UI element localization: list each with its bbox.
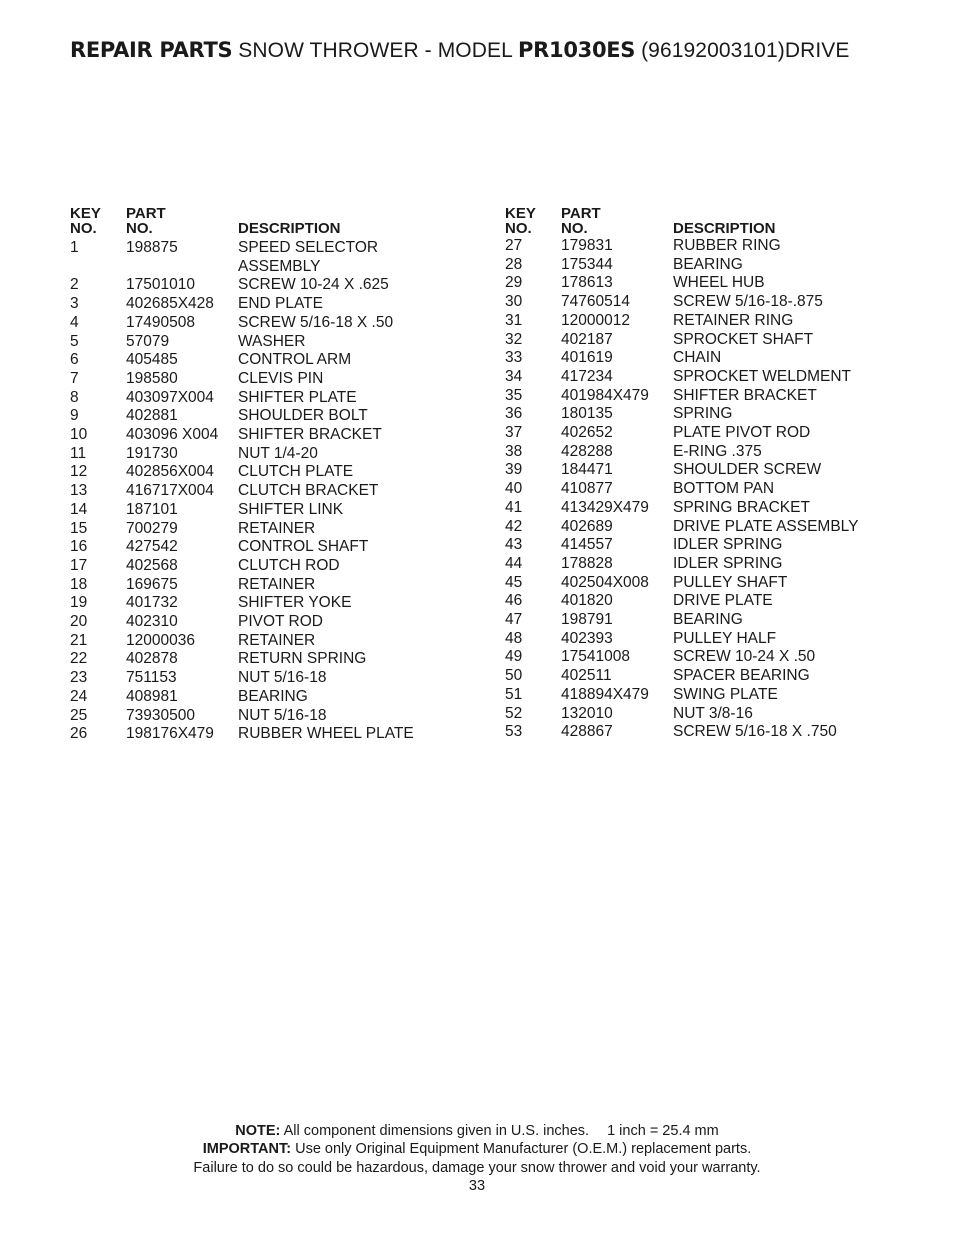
key-no-cell: 28 — [505, 255, 523, 273]
key-no-cell: 43 — [505, 536, 523, 554]
key-no-cell: 17 — [70, 556, 88, 574]
description-cell: NUT 5/16-18 — [238, 706, 327, 724]
part-no-header — [126, 206, 216, 236]
table-row — [70, 725, 438, 744]
description-cell: SPRING BRACKET — [673, 498, 810, 516]
table-row — [70, 351, 438, 370]
description-cell: NUT 3/8-16 — [673, 704, 753, 722]
table-row — [70, 594, 438, 613]
description-cell: SCREW 10-24 X .625 — [238, 276, 389, 294]
key-no-cell: 14 — [70, 500, 88, 518]
part-no-cell: 184471 — [561, 461, 613, 479]
description-cell: WASHER — [238, 332, 306, 350]
part-no-cell: 187101 — [126, 500, 178, 518]
important-text: Use only Original Equipment Manufacturer (O.E.M.) replacement parts. — [295, 1141, 752, 1158]
part-no-cell: 73930500 — [126, 706, 195, 724]
table-row — [505, 686, 913, 705]
description-cell: RETURN SPRING — [238, 650, 367, 668]
part-no-cell: 401984X479 — [561, 386, 649, 404]
part-no-cell: 17501010 — [126, 276, 195, 294]
parts-table-right — [505, 205, 913, 742]
table-row — [505, 518, 913, 537]
table-row — [70, 463, 438, 482]
description-cell: SPEED SELECTOR ASSEMBLY — [238, 239, 379, 275]
description-cell: RUBBER WHEEL PLATE — [238, 725, 414, 743]
part-no-cell: 17541008 — [561, 648, 630, 666]
part-no-cell: 401732 — [126, 594, 178, 612]
key-no-cell: 21 — [70, 631, 88, 649]
key-header-line2: NO. — [70, 220, 97, 237]
important-line — [0, 1140, 954, 1158]
key-no-cell: 46 — [505, 592, 523, 610]
table-row — [70, 669, 438, 688]
description-cell: RUBBER RING — [673, 237, 781, 254]
table-row — [70, 538, 438, 557]
key-no-cell: 35 — [505, 386, 523, 404]
table-row — [70, 650, 438, 669]
part-header-line1: PART — [561, 205, 601, 222]
part-no-cell: 402393 — [561, 629, 613, 647]
description-cell: CLEVIS PIN — [238, 369, 324, 387]
key-no-cell: 25 — [70, 706, 88, 724]
key-no-cell: 2 — [70, 276, 79, 294]
key-no-cell: 9 — [70, 407, 79, 425]
key-no-cell: 53 — [505, 723, 523, 741]
description-cell: RETAINER — [238, 519, 316, 537]
key-no-cell: 38 — [505, 442, 523, 460]
table-row — [505, 723, 913, 742]
description-cell: SPROCKET WELDMENT — [673, 367, 851, 385]
description-cell: DRIVE PLATE — [673, 592, 773, 610]
description-cell: PULLEY SHAFT — [673, 573, 788, 591]
page-number: 33 — [468, 1177, 486, 1194]
table-row — [70, 426, 438, 445]
part-no-cell: 700279 — [126, 519, 178, 537]
description-cell: SPACER BEARING — [673, 667, 810, 685]
description-cell: SCREW 10-24 X .50 — [673, 648, 816, 666]
part-no-cell: 179831 — [561, 237, 613, 254]
table-row — [505, 536, 913, 555]
description-cell: SHOULDER SCREW — [673, 461, 822, 479]
key-no-cell: 1 — [70, 239, 79, 256]
note-line — [0, 1122, 954, 1140]
note-text: All component dimensions given in U.S. inches. — [283, 1123, 590, 1139]
table-row — [505, 237, 913, 256]
table-row — [505, 611, 913, 630]
part-no-cell: 401619 — [561, 349, 613, 367]
description-cell: CONTROL ARM — [238, 351, 352, 369]
key-no-cell: 11 — [70, 444, 87, 462]
table-row — [505, 592, 913, 611]
description-cell: SPROCKET SHAFT — [673, 330, 814, 348]
key-no-cell: 3 — [70, 295, 79, 313]
description-cell: SHIFTER BRACKET — [238, 426, 382, 444]
table-row — [70, 370, 438, 389]
table-row — [70, 389, 438, 408]
table-row — [70, 407, 438, 426]
part-header-line2: NO. — [561, 220, 588, 237]
key-no-cell: 40 — [505, 480, 523, 498]
conversion-text: 1 inch = 25.4 mm — [607, 1123, 719, 1139]
part-no-cell: 191730 — [126, 444, 178, 462]
description-cell: CLUTCH ROD — [238, 556, 340, 574]
table-header — [505, 205, 913, 237]
table-row — [70, 276, 438, 295]
table-row — [70, 314, 438, 333]
key-no-cell: 50 — [505, 667, 523, 685]
key-no-cell: 5 — [70, 332, 79, 350]
table-row — [70, 576, 438, 595]
part-header-line2: NO. — [126, 220, 153, 237]
part-no-cell: 427542 — [126, 538, 178, 556]
parts-table-left — [70, 205, 438, 744]
key-no-cell: 37 — [505, 424, 523, 442]
description-cell: BEARING — [673, 255, 743, 273]
part-no-cell: 74760514 — [561, 293, 630, 311]
key-no-cell: 19 — [70, 594, 88, 612]
table-row — [70, 557, 438, 576]
part-no-cell: 402511 — [561, 667, 612, 685]
table-row — [70, 632, 438, 651]
key-no-cell: 51 — [505, 685, 523, 703]
description-cell: NUT 1/4-20 — [238, 444, 318, 462]
description-cell: SCREW 5/16-18-.875 — [673, 293, 823, 311]
part-no-cell: 403096 X004 — [126, 426, 219, 444]
part-no-cell: 418894X479 — [561, 685, 649, 703]
description-cell: BEARING — [238, 687, 308, 705]
table-row — [505, 331, 913, 350]
description-cell: PIVOT ROD — [238, 613, 323, 631]
part-no-cell: 178828 — [561, 554, 613, 572]
key-no-cell: 45 — [505, 573, 523, 591]
key-no-cell: 27 — [505, 237, 523, 254]
part-no-cell: 417234 — [561, 367, 613, 385]
description-cell: RETAINER — [238, 575, 316, 593]
part-no-cell: 175344 — [561, 255, 613, 273]
description-cell: SHIFTER PLATE — [238, 388, 357, 406]
key-no-cell: 47 — [505, 611, 523, 629]
table-row — [70, 501, 438, 520]
key-no-cell: 7 — [70, 369, 79, 387]
description-cell: CLUTCH PLATE — [238, 463, 354, 481]
key-no-cell: 34 — [505, 367, 523, 385]
description-cell: CLUTCH BRACKET — [238, 482, 379, 500]
part-no-cell: 402856X004 — [126, 463, 214, 481]
part-no-cell: 402504X008 — [561, 573, 649, 591]
part-no-cell: 402878 — [126, 650, 178, 668]
table-row — [505, 555, 913, 574]
part-no-cell: 169675 — [126, 575, 178, 593]
table-row — [70, 445, 438, 464]
description-cell: WHEEL HUB — [673, 274, 765, 292]
title-repair-parts: REPAIR PARTS — [70, 38, 233, 62]
key-no-cell: 41 — [505, 498, 523, 516]
table-row — [505, 667, 913, 686]
warning-line: Failure to do so could be hazardous, damage your snow thrower and void your warranty. — [193, 1159, 761, 1176]
part-no-cell: 402689 — [561, 517, 613, 535]
key-no-header — [70, 206, 120, 236]
part-no-cell: 402187 — [561, 330, 613, 348]
part-no-cell: 405485 — [126, 351, 178, 369]
description-cell: BOTTOM PAN — [673, 480, 775, 498]
part-no-cell: 414557 — [561, 536, 613, 554]
key-no-cell: 10 — [70, 426, 88, 444]
key-no-cell: 44 — [505, 554, 523, 572]
description-cell: DRIVE PLATE ASSEMBLY — [673, 517, 859, 535]
table-row — [70, 295, 438, 314]
key-header-line2: NO. — [505, 220, 532, 237]
part-no-cell: 408981 — [126, 687, 178, 705]
part-no-header — [561, 206, 651, 236]
key-no-cell: 4 — [70, 313, 79, 331]
description-cell: NUT 5/16-18 — [238, 669, 327, 687]
part-no-cell: 402881 — [126, 407, 178, 425]
part-no-cell: 402652 — [561, 424, 613, 442]
title-section: (96192003101)DRIVE — [641, 39, 850, 62]
part-no-cell: 428288 — [561, 442, 613, 460]
key-no-cell: 33 — [505, 349, 523, 367]
key-no-cell: 12 — [70, 463, 88, 481]
table-row — [505, 499, 913, 518]
part-no-cell: 410877 — [561, 480, 613, 498]
description-cell: END PLATE — [238, 295, 323, 313]
part-no-cell: 198875 — [126, 239, 178, 256]
key-header-line1: KEY — [70, 205, 101, 222]
description-cell: SHIFTER LINK — [238, 500, 344, 518]
description-cell: IDLER SPRING — [673, 554, 783, 572]
key-no-cell: 20 — [70, 613, 88, 631]
table-header — [70, 205, 438, 239]
parts-rows-left — [70, 239, 438, 744]
table-row — [505, 274, 913, 293]
table-row — [505, 574, 913, 593]
part-no-cell: 402310 — [126, 613, 178, 631]
description-cell: E-RING .375 — [673, 442, 762, 460]
part-no-cell: 17490508 — [126, 313, 195, 331]
description-cell: SCREW 5/16-18 X .50 — [238, 313, 394, 331]
description-cell: SCREW 5/16-18 X .750 — [673, 723, 837, 741]
table-row — [70, 333, 438, 352]
description-cell: SHIFTER BRACKET — [673, 386, 817, 404]
description-header: DESCRIPTION — [673, 220, 776, 237]
description-cell: SPRING — [673, 405, 733, 423]
key-no-cell: 8 — [70, 388, 79, 406]
part-no-cell: 12000012 — [561, 311, 630, 329]
page-title — [70, 38, 850, 63]
table-row — [505, 461, 913, 480]
key-no-cell: 6 — [70, 351, 79, 369]
part-no-cell: 178613 — [561, 274, 613, 292]
description-cell: SWING PLATE — [673, 685, 778, 703]
key-no-cell: 15 — [70, 519, 88, 537]
key-no-cell: 29 — [505, 274, 523, 292]
table-row — [505, 293, 913, 312]
description-cell: CONTROL SHAFT — [238, 538, 369, 556]
part-no-cell: 413429X479 — [561, 498, 649, 516]
table-row — [505, 349, 913, 368]
key-no-cell: 32 — [505, 330, 523, 348]
key-no-cell: 13 — [70, 482, 88, 500]
key-no-cell: 36 — [505, 405, 523, 423]
table-row — [505, 443, 913, 462]
part-header-line1: PART — [126, 205, 166, 222]
table-row — [505, 705, 913, 724]
part-no-cell: 751153 — [126, 669, 177, 687]
part-no-cell: 416717X004 — [126, 482, 214, 500]
title-product: SNOW THROWER - MODEL — [238, 39, 513, 62]
table-row — [505, 312, 913, 331]
table-row — [505, 480, 913, 499]
part-no-cell: 403097X004 — [126, 388, 214, 406]
key-no-cell: 23 — [70, 669, 88, 687]
description-cell: SHOULDER BOLT — [238, 407, 368, 425]
part-no-cell: 198176X479 — [126, 725, 214, 743]
key-no-cell: 24 — [70, 687, 88, 705]
description-cell: RETAINER RING — [673, 311, 794, 329]
description-cell: BEARING — [673, 611, 743, 629]
key-no-cell: 42 — [505, 517, 523, 535]
description-cell: PULLEY HALF — [673, 629, 777, 647]
footer-notes — [0, 1122, 954, 1195]
parts-rows-right — [505, 237, 913, 742]
description-cell: IDLER SPRING — [673, 536, 783, 554]
part-no-cell: 132010 — [561, 704, 613, 722]
key-no-cell: 49 — [505, 648, 523, 666]
part-no-cell: 180135 — [561, 405, 613, 423]
key-no-cell: 26 — [70, 725, 88, 743]
table-row — [505, 368, 913, 387]
table-row — [505, 256, 913, 275]
part-no-cell: 402568 — [126, 556, 178, 574]
description-cell: PLATE PIVOT ROD — [673, 424, 811, 442]
table-row — [70, 613, 438, 632]
part-no-cell: 401820 — [561, 592, 613, 610]
table-row — [505, 648, 913, 667]
description-cell: RETAINER — [238, 631, 316, 649]
table-row — [505, 405, 913, 424]
key-no-cell: 18 — [70, 575, 88, 593]
part-no-cell: 198791 — [561, 611, 613, 629]
table-row — [70, 239, 438, 276]
key-no-cell: 31 — [505, 311, 523, 329]
key-no-cell: 30 — [505, 293, 523, 311]
description-cell: SHIFTER YOKE — [238, 594, 352, 612]
part-no-cell: 57079 — [126, 332, 170, 350]
part-no-cell: 12000036 — [126, 631, 195, 649]
key-no-cell: 48 — [505, 629, 523, 647]
description-header: DESCRIPTION — [238, 220, 341, 237]
key-no-cell: 39 — [505, 461, 523, 479]
part-no-cell: 402685X428 — [126, 295, 214, 313]
title-model-number: PR1030ES — [518, 38, 636, 62]
note-label: NOTE: — [235, 1123, 281, 1139]
part-no-cell: 198580 — [126, 369, 178, 387]
key-no-cell: 52 — [505, 704, 523, 722]
part-no-cell: 428867 — [561, 723, 613, 741]
key-no-cell: 22 — [70, 650, 88, 668]
table-row — [70, 707, 438, 726]
key-no-cell: 16 — [70, 538, 88, 556]
table-row — [70, 688, 438, 707]
key-no-header — [505, 206, 555, 236]
table-row — [70, 520, 438, 539]
key-header-line1: KEY — [505, 205, 536, 222]
table-row — [505, 424, 913, 443]
table-row — [70, 482, 438, 501]
table-row — [505, 630, 913, 649]
description-cell: CHAIN — [673, 349, 722, 367]
important-label: IMPORTANT: — [202, 1141, 292, 1158]
table-row — [505, 387, 913, 406]
